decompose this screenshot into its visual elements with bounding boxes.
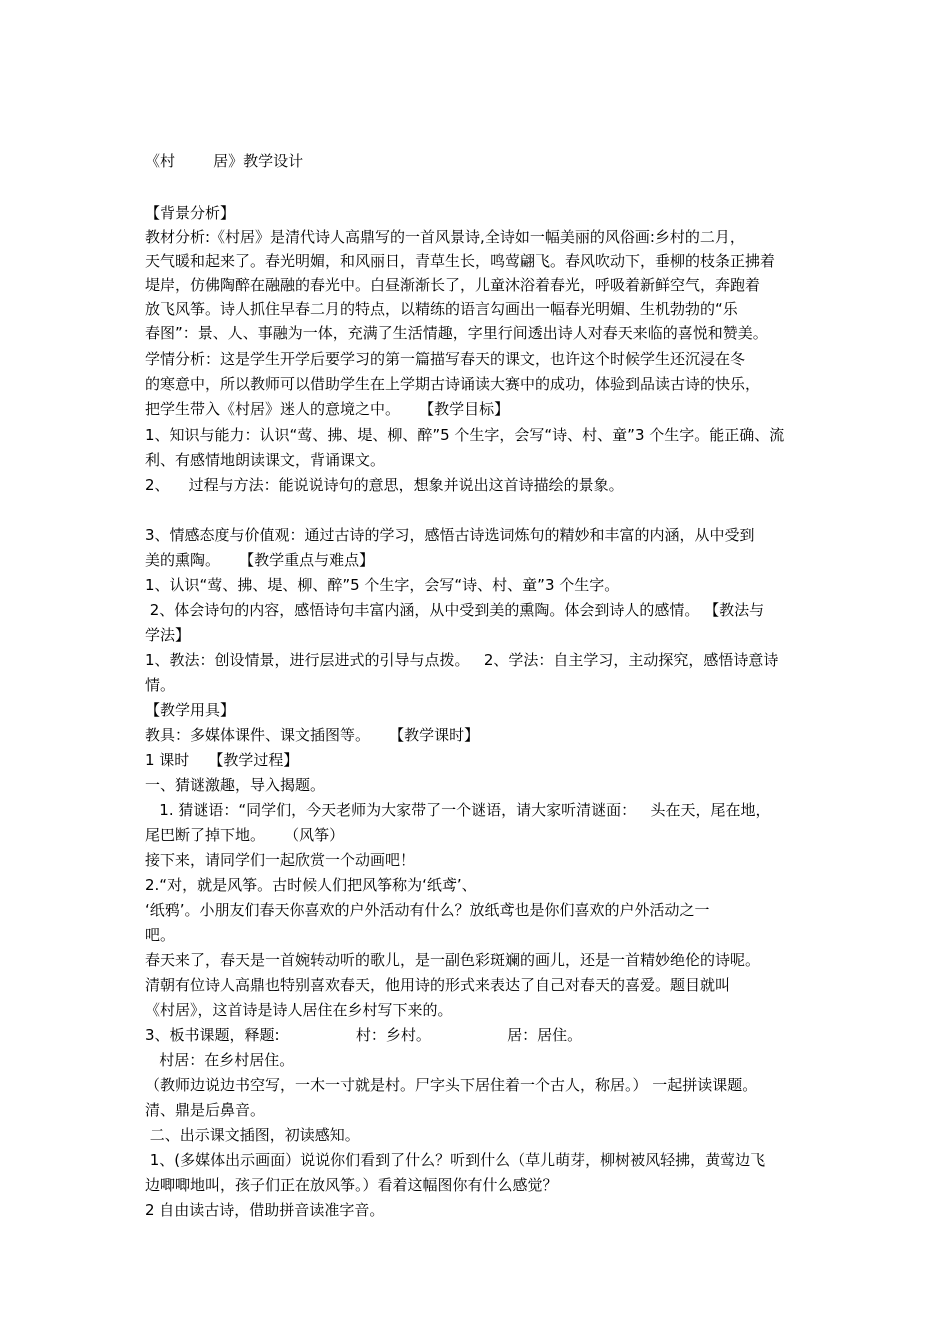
text-line: 二、出示课文插图，初读感知。 (145, 1126, 360, 1144)
text-line: 春天来了，春天是一首婉转动听的歌儿，是一副色彩斑斓的画儿，还是一首精妙绝伦的诗呢。 (145, 951, 761, 969)
text-line: 2 自由读古诗，借助拼音读准字音。 (145, 1201, 385, 1219)
text-line: 吧。 (145, 926, 176, 944)
text-line: 2.“对，就是风筝。古时候人们把风筝称为‘纸鸢’、 (145, 876, 477, 894)
text-line: 教具：多媒体课件、课文插图等。 【教学课时】 (145, 726, 480, 744)
text-line: 天气暖和起来了。春光明媚，和风丽日，青草生长，鸣莺翩飞。春风吹动下，垂柳的枝条正拂着 (145, 252, 776, 270)
text-line: 1、知识与能力：认识“莺、拂、堤、柳、醉”5 个生字，会写“诗、村、童”3 个生字。能正确、流 (145, 426, 785, 444)
text-line: 1、教法：创设情景，进行层进式的引导与点拨。 2、学法：自主学习，主动探究，感悟诗意诗 (145, 651, 779, 669)
text-line: 清、鼎是后鼻音。 (145, 1101, 266, 1119)
text-line: 1、(多媒体出示画面）说说你们看到了什么？听到什么（草儿萌芽，柳树被风轻拂，黄莺边飞 (145, 1151, 766, 1169)
text-line: 春图”：景、人、事融为一体，充满了生活情趣，字里行间透出诗人对春天来临的喜悦和赞美。 (145, 324, 768, 342)
text-line: 情。 (145, 676, 176, 694)
text-line: 村居：在乡村居住。 (145, 1051, 295, 1069)
section-heading: 【背景分析】 (145, 204, 236, 222)
text-line: （教师边说边书空写，一木一寸就是村。尸字头下居住着一个古人，称居。） 一起拼读课题。 (145, 1076, 758, 1094)
text-line: 放飞风筝。诗人抓住早春二月的特点，以精练的语言勾画出一幅春光明媚、生机勃勃的“乐 (145, 300, 738, 318)
text-line: 尾巴断了掉下地。 （风筝） (145, 826, 345, 844)
text-line: 清朝有位诗人高鼎也特别喜欢春天，他用诗的形式来表达了自己对春天的喜爱。题目就叫 (145, 976, 731, 994)
text-line: 美的熏陶。 【教学重点与难点】 (145, 551, 375, 569)
text-line: 《村居》，这首诗是诗人居住在乡村写下来的。 (145, 1001, 453, 1019)
section-heading: 【教学用具】 (145, 701, 236, 719)
text-line: 学法】 (145, 626, 191, 644)
text-line: 2、体会诗句的内容，感悟诗句丰富内涵，从中受到美的熏陶。体会到诗人的感情。 【教法与 (145, 601, 765, 619)
text-line: 2、 过程与方法：能说说诗句的意思，想象并说出这首诗描绘的景象。 (145, 476, 624, 494)
text-line: 一、猜谜激趣，导入揭题。 (145, 776, 326, 794)
text-line: 的寒意中，所以教师可以借助学生在上学期古诗诵读大赛中的成功，体验到品读古诗的快乐， (145, 375, 761, 393)
text-line: 3、板书课题，释题: 村：乡村。 居：居住。 (145, 1026, 583, 1044)
text-line: 把学生带入《村居》迷人的意境之中。 【教学目标】 (145, 400, 510, 418)
text-line: 1、认识“莺、拂、堤、柳、醉”5 个生字，会写“诗、村、童”3 个生字。 (145, 576, 620, 594)
text-line: 接下来，请同学们一起欣赏一个动画吧！ (145, 851, 416, 869)
text-line: 堤岸，仿佛陶醉在融融的春光中。白昼渐渐长了，儿童沐浴着春光，呼吸着新鲜空气，奔跑着 (145, 276, 761, 294)
text-line: 学情分析：这是学生开学后要学习的第一篇描写春天的课文，也许这个时候学生还沉浸在冬 (145, 350, 746, 368)
text-line: 边唧唧地叫，孩子们正在放风筝。）看着这幅图你有什么感觉？ (145, 1176, 558, 1194)
text-line: 3、情感态度与价值观：通过古诗的学习，感悟古诗选词炼句的精妙和丰富的内涵，从中受到 (145, 526, 755, 544)
text-line: 1. 猜谜语：“同学们，今天老师为大家带了一个谜语，请大家听清谜面： 头在天，尾在地， (145, 801, 771, 819)
document-title: 《村 居》教学设计 (145, 152, 304, 170)
text-line: ‘纸鸦’。小朋友们春天你喜欢的户外活动有什么？放纸鸢也是你们喜欢的户外活动之一 (145, 901, 710, 919)
text-line: 1 课时 【教学过程】 (145, 751, 299, 769)
text-line: 利、有感情地朗读课文，背诵课文。 (145, 451, 386, 469)
text-line: 教材分析:《村居》是清代诗人高鼎写的一首风景诗,全诗如一幅美丽的风俗画:乡村的二月， (145, 228, 745, 246)
